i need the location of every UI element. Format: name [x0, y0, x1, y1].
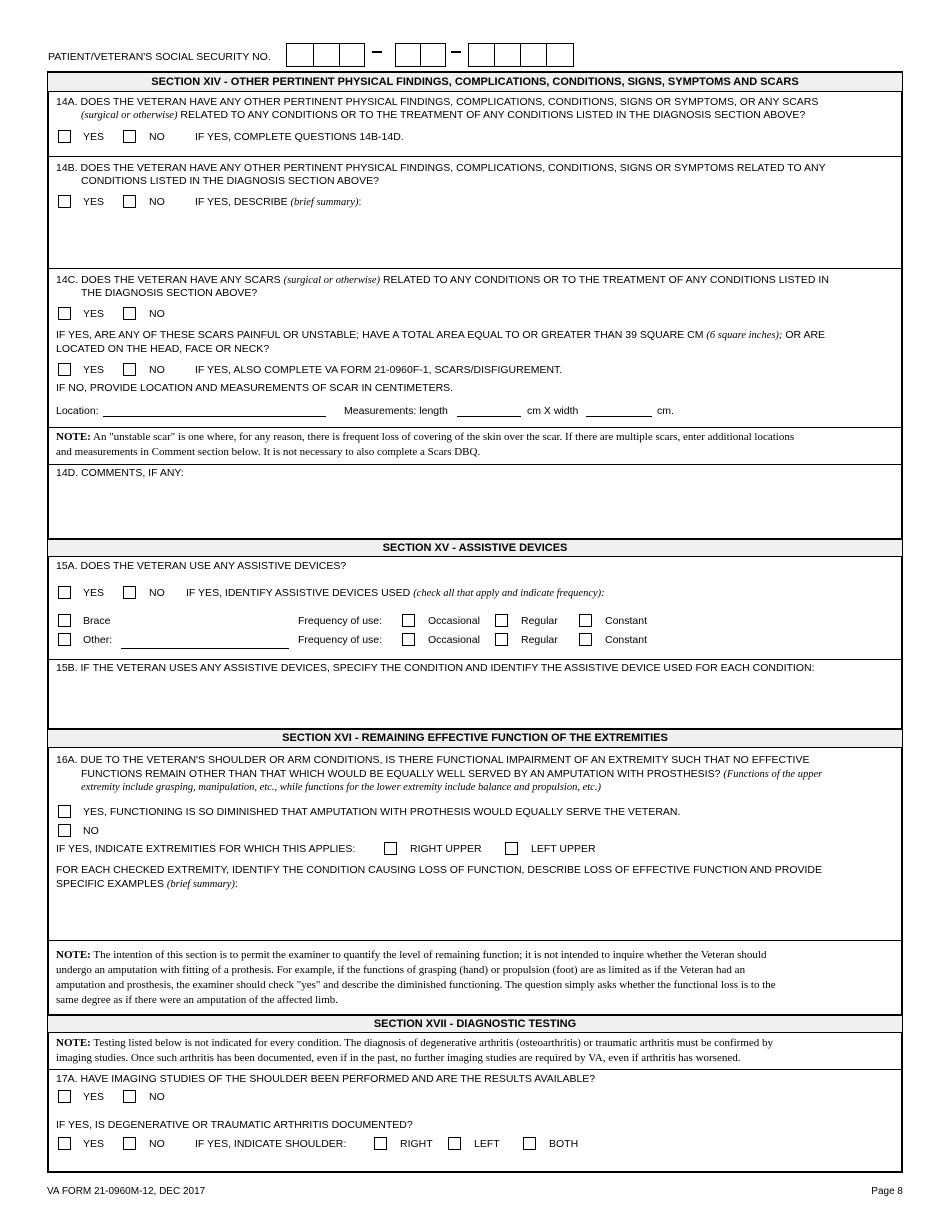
q14c-sub-no-label: NO	[149, 364, 165, 376]
divider	[48, 1032, 902, 1033]
divider	[48, 940, 902, 941]
ssn-cell-divider	[520, 44, 521, 66]
brace-checkbox[interactable]	[58, 614, 71, 627]
arthritis-no-checkbox[interactable]	[123, 1137, 136, 1150]
q15a-no-checkbox[interactable]	[123, 586, 136, 599]
section-xvi-title: SECTION XVI - REMAINING EFFECTIVE FUNCTION OF THE EXTREMITIES	[48, 730, 902, 747]
brace-constant-label: Constant	[605, 615, 648, 627]
ssn-cell-divider	[546, 44, 547, 66]
divider	[48, 464, 902, 465]
ssn-field-group[interactable]	[395, 43, 446, 67]
q15a-instruction	[186, 587, 605, 599]
brace-frequency-label: Frequency of use:	[298, 615, 383, 627]
q14a-text-line2	[81, 109, 805, 121]
left-shoulder-checkbox[interactable]	[448, 1137, 461, 1150]
q14c-yes-instruction: IF YES, ALSO COMPLETE VA FORM 21-0960F-1, SCARS/DISFIGUREMENT.	[195, 364, 563, 376]
q17a-text: 17A. HAVE IMAGING STUDIES OF THE SHOULDER BEEN PERFORMED AND ARE THE RESULTS AVAILABLE?	[56, 1073, 596, 1085]
note-label: NOTE:	[56, 949, 91, 961]
arthritis-yes-checkbox[interactable]	[58, 1137, 71, 1150]
right-upper-checkbox[interactable]	[384, 842, 397, 855]
ssn-cell-divider	[313, 44, 314, 66]
form-identifier: VA FORM 21-0960M-12, DEC 2017	[47, 1186, 206, 1197]
q15b-response-field[interactable]	[52, 676, 898, 726]
note-line1: Testing listed below is not indicated for every condition. The diagnosis of degenerative arthritis (osteoarthritis) or traumatic arthritis must be confirmed by	[93, 1037, 774, 1049]
divider	[48, 747, 902, 748]
q14c-yes-label: YES	[83, 308, 105, 320]
note-line4: same degree as if there were an amputation of the affected limb.	[56, 994, 339, 1006]
colon: :	[234, 878, 238, 890]
q14a-no-label: NO	[149, 131, 165, 143]
width-input[interactable]	[586, 416, 652, 417]
ssn-cell-divider	[494, 44, 495, 66]
q16a-line2-italic: (Functions of the upper	[723, 769, 823, 780]
other-regular-label: Regular	[521, 634, 558, 646]
section-xvii-title: SECTION XVII - DIAGNOSTIC TESTING	[48, 1016, 902, 1032]
q14c-sub-b: OR ARE	[785, 329, 826, 341]
note-text-line2: and measurements in Comment section below. It is not necessary to also complete a Scars DBQ.	[56, 446, 481, 458]
q14a-yes-label: YES	[83, 131, 105, 143]
q14b-instruction	[195, 196, 361, 208]
left-upper-label: LEFT UPPER	[531, 843, 596, 855]
q16a-text: 16A. DUE TO THE VETERAN'S SHOULDER OR ARM CONDITIONS, IS THERE FUNCTIONAL IMPAIRMENT OF AN EXTREMITY SUCH THAT NO EFFECTIVE	[56, 754, 810, 766]
divider	[48, 659, 902, 660]
note-line3: amputation and prosthesis, the examiner should check "yes" and describe the diminished functioning. The question simply asks whether the functional loss is to the	[56, 979, 776, 991]
brace-occasional-checkbox[interactable]	[402, 614, 415, 627]
right-shoulder-checkbox[interactable]	[374, 1137, 387, 1150]
other-frequency-label: Frequency of use:	[298, 634, 383, 646]
q16a-yes-label: YES, FUNCTIONING IS SO DIMINISHED THAT AMPUTATION WITH PROTHESIS WOULD EQUALLY SERVE THE VETERAN.	[83, 806, 681, 818]
q14c-yes-checkbox[interactable]	[58, 307, 71, 320]
right-shoulder-label: RIGHT	[400, 1138, 433, 1150]
q14a-yes-checkbox[interactable]	[58, 130, 71, 143]
q16a-line2: FUNCTIONS REMAIN OTHER THAN THAT WHICH WOULD BE EQUALLY WELL SERVED BY AN AMPUTATION WITH PROSTHESIS?	[81, 768, 721, 780]
divider	[48, 156, 902, 157]
q14c-no-checkbox[interactable]	[123, 307, 136, 320]
width-label: cm X width	[527, 405, 579, 417]
measurement-length-label: Measurements: length	[344, 405, 448, 417]
other-constant-label: Constant	[605, 634, 648, 646]
q14d-comments-field[interactable]	[52, 481, 898, 536]
q14c-sub-yes-checkbox[interactable]	[58, 363, 71, 376]
divider	[48, 268, 902, 269]
each-extremity-instruction: FOR EACH CHECKED EXTREMITY, IDENTIFY THE CONDITION CAUSING LOSS OF FUNCTION, DESCRIBE LOSS OF EFFECTIVE FUNCTION AND PROVIDE	[56, 864, 823, 876]
q14c-sub-line2: LOCATED ON THE HEAD, FACE OR NECK?	[56, 343, 270, 355]
q14b-yes-checkbox[interactable]	[58, 195, 71, 208]
q14c-text-line2: THE DIAGNOSIS SECTION ABOVE?	[81, 287, 258, 299]
each-extremity-line2	[56, 878, 238, 890]
q15a-text: 15A. DOES THE VETERAN USE ANY ASSISTIVE DEVICES?	[56, 560, 347, 572]
q15a-yes-checkbox[interactable]	[58, 586, 71, 599]
ssn-field-area[interactable]	[286, 43, 365, 67]
q14b-no-checkbox[interactable]	[123, 195, 136, 208]
ssn-dash	[372, 51, 382, 53]
page-number: Page 8	[871, 1186, 903, 1197]
q14b-no-label: NO	[149, 196, 165, 208]
shoulder-instruction: IF YES, INDICATE SHOULDER:	[195, 1138, 347, 1150]
other-device-checkbox[interactable]	[58, 633, 71, 646]
note-label: NOTE:	[56, 431, 91, 443]
brace-regular-label: Regular	[521, 615, 558, 627]
q14d-label: 14D. COMMENTS, IF ANY:	[56, 467, 184, 479]
other-regular-checkbox[interactable]	[495, 633, 508, 646]
right-upper-label: RIGHT UPPER	[410, 843, 482, 855]
q15b-text: 15B. IF THE VETERAN USES ANY ASSISTIVE DEVICES, SPECIFY THE CONDITION AND IDENTIFY THE ASSISTIVE DEVICE USED FOR EACH CONDITION:	[56, 662, 815, 674]
ssn-cell-divider	[420, 44, 421, 66]
other-occasional-label: Occasional	[428, 634, 480, 646]
q14a-rest: RELATED TO ANY CONDITIONS OR TO THE TREATMENT OF ANY CONDITIONS LISTED IN THE DIAGNOSIS SECTION ABOVE?	[180, 109, 806, 121]
q16a-line3-italic: extremity include grasping, manipulation, etc., while functions for the lower extremity include balance and propulsion, etc.)	[81, 782, 601, 793]
section-xvi-note	[56, 948, 898, 1008]
q14a-text: 14A. DOES THE VETERAN HAVE ANY OTHER PERTINENT PHYSICAL FINDINGS, COMPLICATIONS, CONDITIONS, SIGNS OR SYMPTOMS, OR ANY SCARS	[56, 96, 819, 108]
ssn-label: PATIENT/VETERAN'S SOCIAL SECURITY NO.	[48, 51, 271, 63]
left-upper-checkbox[interactable]	[505, 842, 518, 855]
q15a-no-label: NO	[149, 587, 165, 599]
brace-label: Brace	[83, 615, 111, 627]
both-shoulders-checkbox[interactable]	[523, 1137, 536, 1150]
divider	[48, 1069, 902, 1070]
q17a-no-label: NO	[149, 1091, 165, 1103]
q14b-description-field[interactable]	[52, 212, 898, 264]
left-shoulder-label: LEFT	[474, 1138, 500, 1150]
arthritis-question: IF YES, IS DEGENERATIVE OR TRAUMATIC ARTHRITIS DOCUMENTED?	[56, 1119, 413, 1131]
q17a-no-checkbox[interactable]	[123, 1090, 136, 1103]
ssn-cell-divider	[339, 44, 340, 66]
q16a-summary-field[interactable]	[52, 893, 898, 937]
brace-constant-checkbox[interactable]	[579, 614, 592, 627]
section-xvii-note	[56, 1036, 898, 1066]
q14c-sub-yes-label: YES	[83, 364, 105, 376]
section-xiv-title: SECTION XIV - OTHER PERTINENT PHYSICAL FINDINGS, COMPLICATIONS, CONDITIONS, SIGNS, SYMPTOMS AND SCARS	[48, 73, 902, 91]
arthritis-no-label: NO	[149, 1138, 165, 1150]
q14b-text-line2: CONDITIONS LISTED IN THE DIAGNOSIS SECTION ABOVE?	[81, 175, 379, 187]
q15a-yes-label: YES	[83, 587, 105, 599]
divider	[48, 556, 902, 557]
q14c-sub-question	[56, 329, 825, 341]
q14c-text-a: 14C. DOES THE VETERAN HAVE ANY SCARS	[56, 274, 281, 286]
divider	[48, 91, 902, 92]
note-line1: The intention of this section is to permit the examiner to quantify the level of remaining function; it is not intended to inquire whether the Veteran should	[93, 949, 767, 961]
length-input[interactable]	[457, 416, 521, 417]
location-input[interactable]	[103, 416, 326, 417]
q14c-sub-italic: (6 square inches);	[706, 330, 783, 341]
note-label: NOTE:	[56, 1037, 91, 1049]
scar-note	[56, 430, 898, 460]
other-device-input[interactable]	[121, 648, 289, 649]
q17a-yes-checkbox[interactable]	[58, 1090, 71, 1103]
q16a-no-checkbox[interactable]	[58, 824, 71, 837]
other-occasional-checkbox[interactable]	[402, 633, 415, 646]
q14a-italic: (surgical or otherwise)	[81, 110, 178, 121]
location-label: Location:	[56, 405, 99, 417]
note-text: An "unstable scar" is one where, for any reason, there is frequent loss of covering of the skin over the scar. If there are multiple scars, enter additional locations	[93, 431, 795, 443]
q14c-sub-a: IF YES, ARE ANY OF THESE SCARS PAINFUL OR UNSTABLE; HAVE A TOTAL AREA EQUAL TO OR GREATER THAN 39 SQUARE CM	[56, 329, 704, 341]
q14b-instr-text: IF YES, DESCRIBE	[195, 196, 288, 208]
brace-occasional-label: Occasional	[428, 615, 480, 627]
q16a-text-line2	[81, 768, 822, 780]
colon: :	[358, 196, 362, 208]
q16a-no-label: NO	[83, 825, 99, 837]
each-line2-italic: (brief summary)	[166, 879, 235, 890]
extremities-instruction: IF YES, INDICATE EXTREMITIES FOR WHICH THIS APPLIES:	[56, 843, 356, 855]
q17a-yes-label: YES	[83, 1091, 105, 1103]
q14c-no-label: NO	[149, 308, 165, 320]
q14b-yes-label: YES	[83, 196, 105, 208]
q14a-instruction: IF YES, COMPLETE QUESTIONS 14B-14D.	[195, 131, 404, 143]
section-xv-title: SECTION XV - ASSISTIVE DEVICES	[48, 540, 902, 556]
q14c-text	[56, 274, 829, 286]
other-constant-checkbox[interactable]	[579, 633, 592, 646]
q14b-text: 14B. DOES THE VETERAN HAVE ANY OTHER PERTINENT PHYSICAL FINDINGS, COMPLICATIONS, CONDITIONS, SIGNS OR SYMPTOMS RELATED TO ANY	[56, 162, 826, 174]
q14c-italic: (surgical or otherwise)	[283, 275, 381, 286]
q16a-yes-checkbox[interactable]	[58, 805, 71, 818]
divider	[48, 427, 902, 428]
note-line2: imaging studies. Once such arthritis has been documented, even if in the past, no further imaging studies are required by VA, even if arthritis has worsened.	[56, 1052, 741, 1064]
q14b-instr-italic: (brief summary)	[290, 197, 359, 208]
both-shoulders-label: BOTH	[549, 1138, 579, 1150]
q14c-sub-no-checkbox[interactable]	[123, 363, 136, 376]
each-line2-text: SPECIFIC EXAMPLES	[56, 878, 164, 890]
other-device-label: Other:	[83, 634, 113, 646]
ssn-field-serial[interactable]	[468, 43, 574, 67]
arthritis-yes-label: YES	[83, 1138, 105, 1150]
q14a-no-checkbox[interactable]	[123, 130, 136, 143]
q15a-instr-text: IF YES, IDENTIFY ASSISTIVE DEVICES USED	[186, 587, 411, 599]
note-line2: undergo an amputation with fitting of a prothesis. For example, if the functions of grasping (hand) or propulsion (foot) are as limited as if the Veteran had an	[56, 964, 746, 976]
q14c-text-b: RELATED TO ANY CONDITIONS OR TO THE TREATMENT OF ANY CONDITIONS LISTED IN	[382, 274, 829, 286]
ssn-dash	[451, 51, 461, 53]
q14c-no-instruction: IF NO, PROVIDE LOCATION AND MEASUREMENTS OF SCAR IN CENTIMETERS.	[56, 382, 454, 394]
cm-unit: cm.	[657, 405, 674, 417]
brace-regular-checkbox[interactable]	[495, 614, 508, 627]
q15a-instr-italic: (check all that apply and indicate frequency):	[413, 588, 605, 599]
